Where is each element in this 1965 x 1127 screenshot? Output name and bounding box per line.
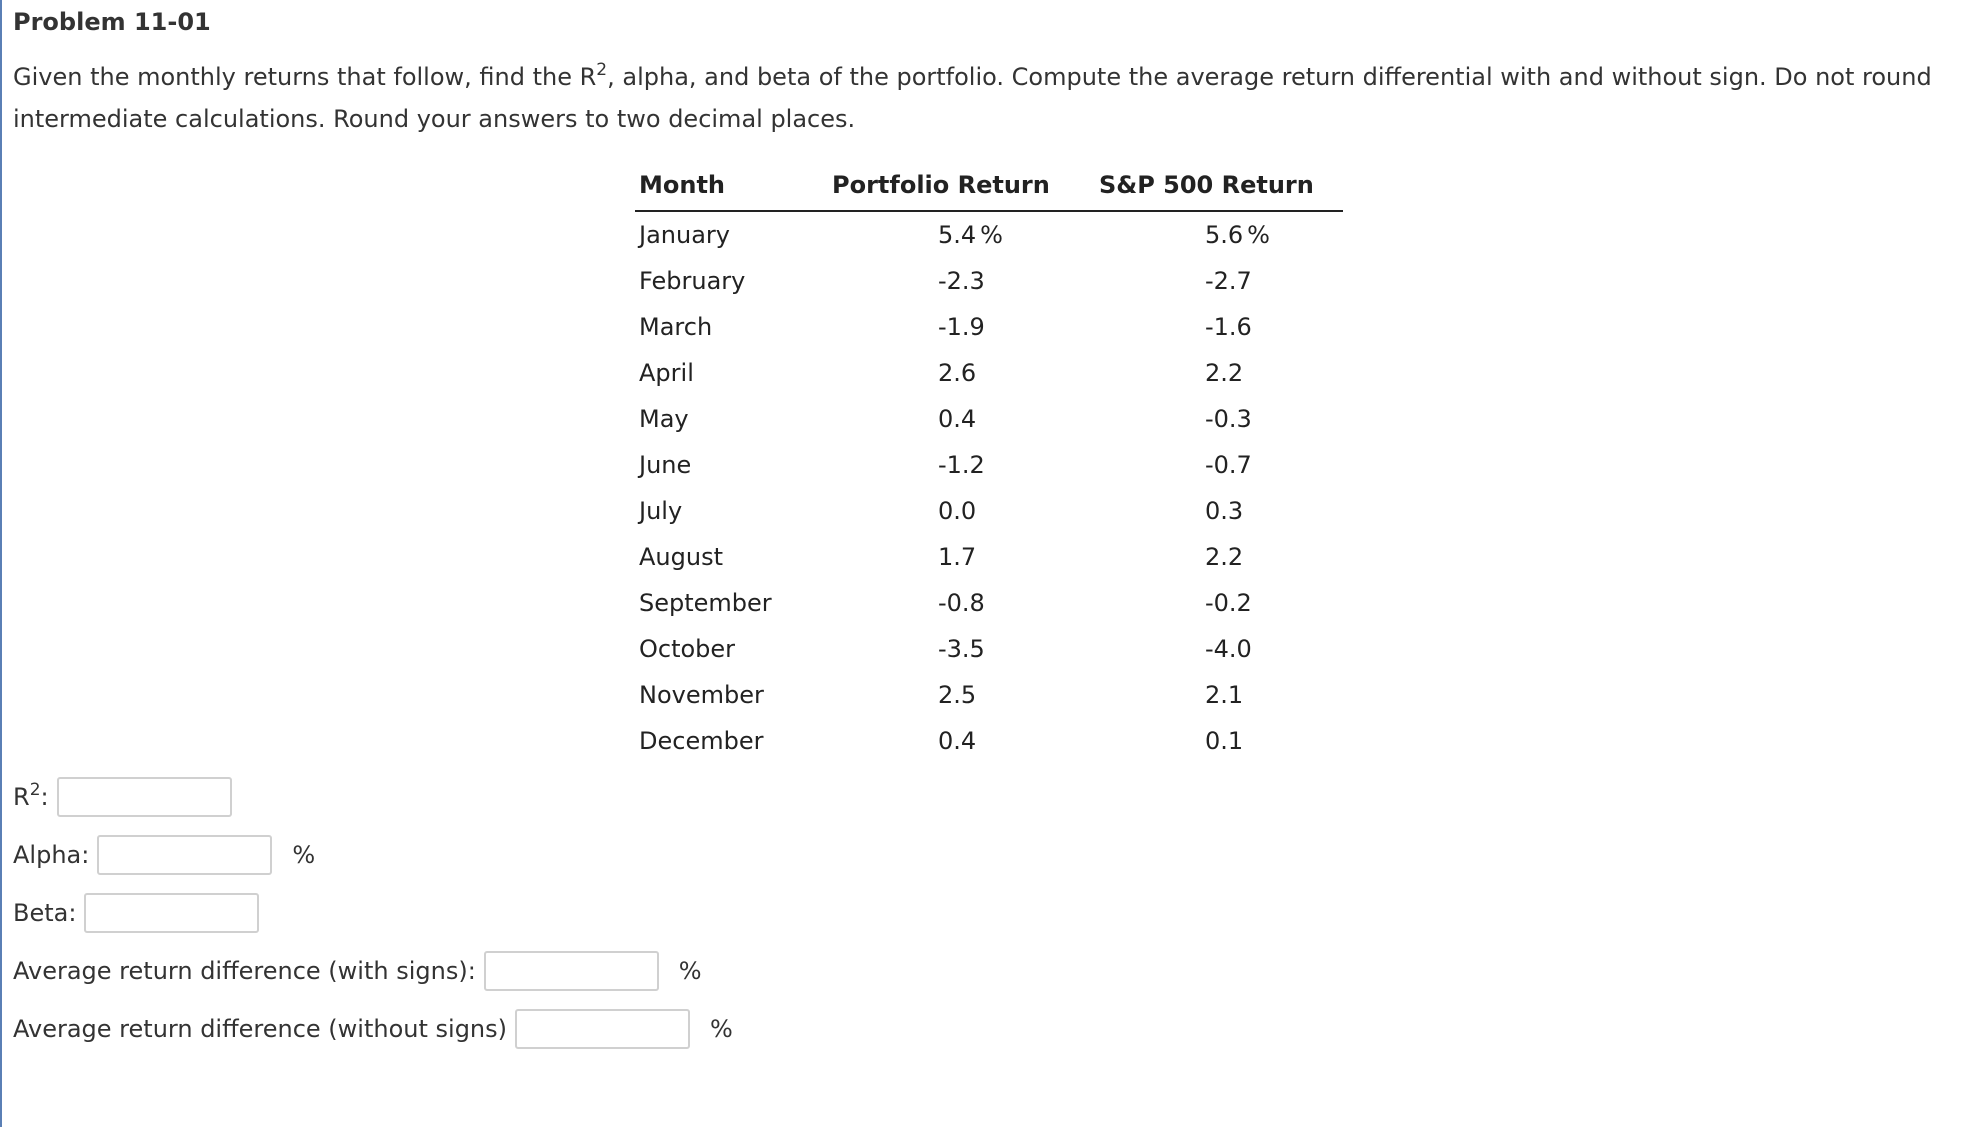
cell-month: April	[639, 359, 694, 387]
cell-portfolio-return	[832, 211, 1099, 258]
r-squared-label-sup: 2	[29, 780, 41, 800]
percent-unit: %	[980, 221, 1003, 249]
cell-sp500-return: 0.1	[1205, 727, 1244, 755]
cell-month: June	[639, 451, 692, 479]
table-row	[635, 304, 1343, 350]
table-row	[635, 350, 1343, 396]
cell-sp500-return: -1.6	[1205, 313, 1252, 341]
cell-month: November	[639, 681, 764, 709]
r-squared-label-colon: :	[40, 783, 49, 811]
cell-portfolio-return: 0.4	[938, 727, 977, 755]
cell-portfolio-return: 2.6	[938, 359, 977, 387]
cell-month: January	[639, 221, 730, 249]
beta-row	[13, 891, 259, 935]
cell-sp500-return: 2.2	[1205, 543, 1244, 571]
cell-portfolio-return: 1.7	[938, 543, 977, 571]
r-squared-label	[13, 780, 49, 811]
avg-diff-with-signs-input[interactable]	[484, 951, 659, 991]
table-row	[635, 626, 1343, 672]
avg-diff-without-signs-percent-unit: %	[710, 1015, 733, 1043]
cell-month: September	[639, 589, 772, 617]
header-portfolio-return: Portfolio Return	[832, 160, 1099, 211]
left-border-rule	[0, 0, 2, 1127]
cell-month: July	[639, 497, 683, 525]
cell-portfolio-return: -1.9	[938, 313, 985, 341]
cell-sp500-return: 0.3	[1205, 497, 1244, 525]
alpha-row	[13, 833, 315, 877]
instructions-text-2: , alpha, and beta of the portfolio. Compute the average return differential with and without sign. Do not round intermediate calculations. Round your answers to two decimal places.	[13, 63, 1932, 133]
table-row	[635, 580, 1343, 626]
cell-portfolio-return: -1.2	[938, 451, 985, 479]
table-row	[635, 718, 1343, 764]
cell-month: March	[639, 313, 713, 341]
alpha-input[interactable]	[97, 835, 272, 875]
avg-diff-without-signs-label: Average return difference (without signs)	[13, 1015, 508, 1043]
portfolio-value: 5.4	[938, 221, 977, 249]
instructions-superscript: 2	[596, 60, 608, 80]
table-row	[635, 211, 1343, 258]
cell-sp500-return: -4.0	[1205, 635, 1252, 663]
avg-diff-with-signs-percent-unit: %	[678, 957, 702, 985]
r-squared-input[interactable]	[57, 777, 232, 817]
table-row	[635, 534, 1343, 580]
cell-portfolio-return: 0.0	[938, 497, 977, 525]
sp500-value: 5.6	[1205, 221, 1244, 249]
cell-portfolio-return: -3.5	[938, 635, 985, 663]
table-row	[635, 442, 1343, 488]
r-squared-label-text: R	[13, 783, 30, 811]
problem-instructions	[13, 56, 1958, 140]
avg-diff-with-signs-label: Average return difference (with signs):	[13, 957, 476, 985]
cell-month: February	[639, 267, 746, 295]
avg-diff-without-signs-row	[13, 1007, 733, 1051]
cell-sp500-return: -0.3	[1205, 405, 1252, 433]
beta-input[interactable]	[84, 893, 259, 933]
cell-portfolio-return: -0.8	[938, 589, 985, 617]
r-squared-row	[13, 775, 232, 819]
alpha-label: Alpha:	[13, 841, 90, 869]
table-row	[635, 396, 1343, 442]
cell-sp500-return: -2.7	[1205, 267, 1252, 295]
cell-month: August	[639, 543, 723, 571]
cell-sp500-return	[1099, 211, 1343, 258]
cell-portfolio-return: 0.4	[938, 405, 977, 433]
cell-portfolio-return: -2.3	[938, 267, 985, 295]
monthly-returns-table	[635, 160, 1343, 764]
instructions-text-1: Given the monthly returns that follow, find the R	[13, 63, 597, 91]
cell-sp500-return: 2.2	[1205, 359, 1244, 387]
percent-unit: %	[1247, 221, 1270, 249]
table-header-row	[635, 160, 1343, 211]
header-month: Month	[635, 160, 832, 211]
cell-sp500-return: -0.7	[1205, 451, 1252, 479]
header-sp500-return: S&P 500 Return	[1099, 160, 1343, 211]
table-row	[635, 672, 1343, 718]
table-body	[635, 211, 1343, 764]
avg-diff-with-signs-row	[13, 949, 702, 993]
table-row	[635, 488, 1343, 534]
cell-month: December	[639, 727, 764, 755]
cell-month: May	[639, 405, 689, 433]
cell-sp500-return: 2.1	[1205, 681, 1244, 709]
beta-label: Beta:	[13, 899, 77, 927]
alpha-percent-unit: %	[292, 841, 316, 869]
table-row	[635, 258, 1343, 304]
cell-portfolio-return: 2.5	[938, 681, 977, 709]
avg-diff-without-signs-input[interactable]	[515, 1009, 690, 1049]
cell-month: October	[639, 635, 736, 663]
cell-sp500-return: -0.2	[1205, 589, 1252, 617]
problem-title: Problem 11-01	[13, 8, 211, 36]
